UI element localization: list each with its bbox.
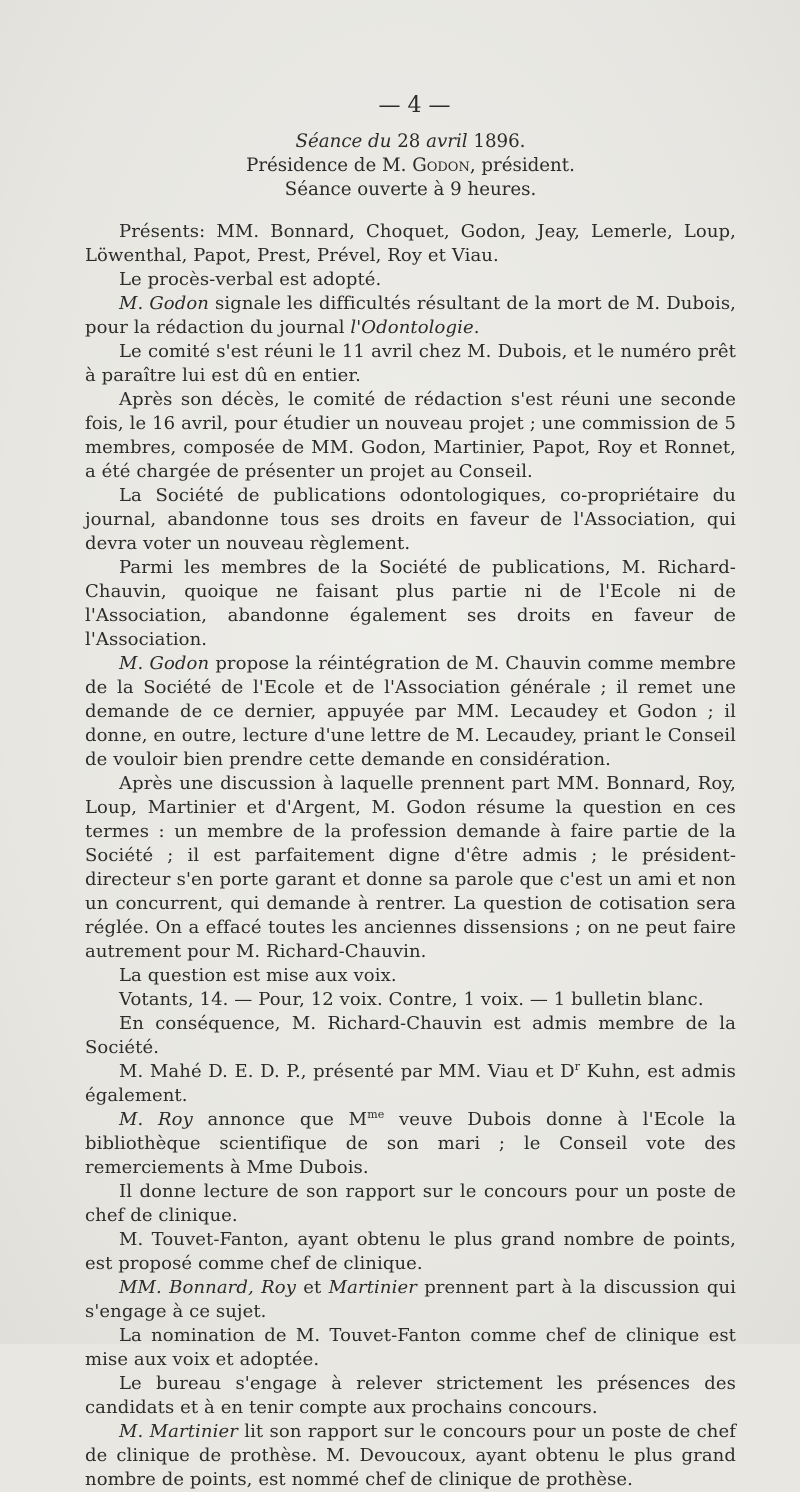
- paragraph: M. Martinier lit son rapport sur le concours pour un poste de chef de clinique de prothèse. M. Devoucoux, ayant obtenu le plus grand nombre de points, est nommé chef de clinique de prothèse.: [85, 1421, 737, 1490]
- paragraph: En conséquence, M. Richard-Chauvin est admis membre de la Société.: [85, 1013, 736, 1058]
- paragraph: Après son décès, le comité de rédaction s'est réuni une seconde fois, le 16 avril, pour étudier un nouveau projet ; une commission de 5 membres, composée de MM. Godon, Martinier, Papot, Roy et Ronnet, a été chargée de présenter un projet au Conseil.: [85, 389, 736, 482]
- seance-label: Séance du: [295, 131, 392, 152]
- seance-month: avril: [426, 131, 468, 152]
- paragraph: Il donne lecture de son rapport sur le concours pour un poste de chef de clinique.: [85, 1181, 736, 1226]
- paragraph: Le bureau s'engage à relever strictement les présences des candidats et à en tenir compte aux prochains concours.: [85, 1373, 736, 1418]
- paragraph: Le comité s'est réuni le 11 avril chez M. Dubois, et le numéro prêt à paraître lui est dû en entier.: [85, 341, 736, 386]
- seance-heading: [85, 130, 736, 154]
- paragraph: M. Godon signale les difficultés résultant de la mort de M. Dubois, pour la rédaction du journal l'Odontologie.: [85, 293, 737, 338]
- paragraph: M. Roy annonce que $M^{me}$ veuve Dubois donne à l'Ecole la bibliothèque scientifique de son mari ; le Conseil vote des remerciements à Mme Dubois.: [85, 1108, 737, 1178]
- page-number: — 4 —: [378, 93, 451, 118]
- presidence-name: Godon: [412, 155, 470, 176]
- paragraph: La nomination de M. Touvet-Fanton comme chef de clinique est mise aux voix et adoptée.: [85, 1325, 736, 1370]
- paragraph: La question est mise aux voix.: [119, 965, 397, 986]
- paragraph: Votants, 14. — Pour, 12 voix. Contre, 1 voix. — 1 bulletin blanc.: [119, 989, 704, 1010]
- ouverture-line: Séance ouverte à 9 heures.: [284, 179, 537, 200]
- paragraph: Parmi les membres de la Société de publications, M. Richard-Chauvin, quoique ne faisant plus partie ni de l'Ecole ni de l'Association, abandonne également ses droits en faveur de l'Association.: [85, 557, 736, 650]
- paragraph: La Société de publications odontologiques, co-propriétaire du journal, abandonne tous ses droits en faveur de l'Association, qui devra voter un nouveau règlement.: [85, 485, 736, 554]
- paragraph: Le procès-verbal est adopté.: [119, 269, 382, 290]
- presidence-suffix: , président.: [469, 155, 575, 176]
- paragraph: M. Mahé D. E. D. P., présenté par MM. Viau et $D^r$ Kuhn, est admis également.: [85, 1060, 736, 1106]
- paragraph: M. Godon propose la réintégration de M. Chauvin comme membre de la Société de l'Ecole et de l'Association générale ; il remet une demande de ce dernier, appuyée par MM. Lecaudey et Godon ; il donne, en outre, lecture d'une lettre de M. Lecaudey, priant le Conseil de vouloir bien prendre cette demande en considération.: [85, 653, 736, 770]
- presidence-line: [85, 154, 736, 178]
- paragraph: Après une discussion à laquelle prennent part MM. Bonnard, Roy, Loup, Martinier et d'Argent, M. Godon résume la question en ces termes : un membre de la profession demande à faire partie de la Société ; il est parfaitement digne d'être admis ; le président-directeur s'en porte garant et donne sa parole que c'est un ami et non un concurrent, qui demande à rentrer. La question de cotisation sera réglée. On a effacé toutes les anciennes dissensions ; on ne peut faire autrement pour M. Richard-Chauvin.: [85, 773, 736, 962]
- paragraph: M. Touvet-Fanton, ayant obtenu le plus grand nombre de points, est proposé comme chef de clinique.: [85, 1229, 736, 1274]
- seance-date: 28: [391, 131, 427, 152]
- seance-year: 1896.: [467, 131, 526, 152]
- presidence-prefix: Présidence de M.: [246, 155, 413, 176]
- paragraph: Présents: MM. Bonnard, Choquet, Godon, Jeay, Lemerle, Loup, Löwenthal, Papot, Prest, Prével, Roy et Viau.: [85, 221, 736, 266]
- paragraph: MM. Bonnard, Roy et Martinier prennent part à la discussion qui s'engage à ce sujet.: [85, 1277, 736, 1322]
- minutes-body: [85, 220, 736, 1492]
